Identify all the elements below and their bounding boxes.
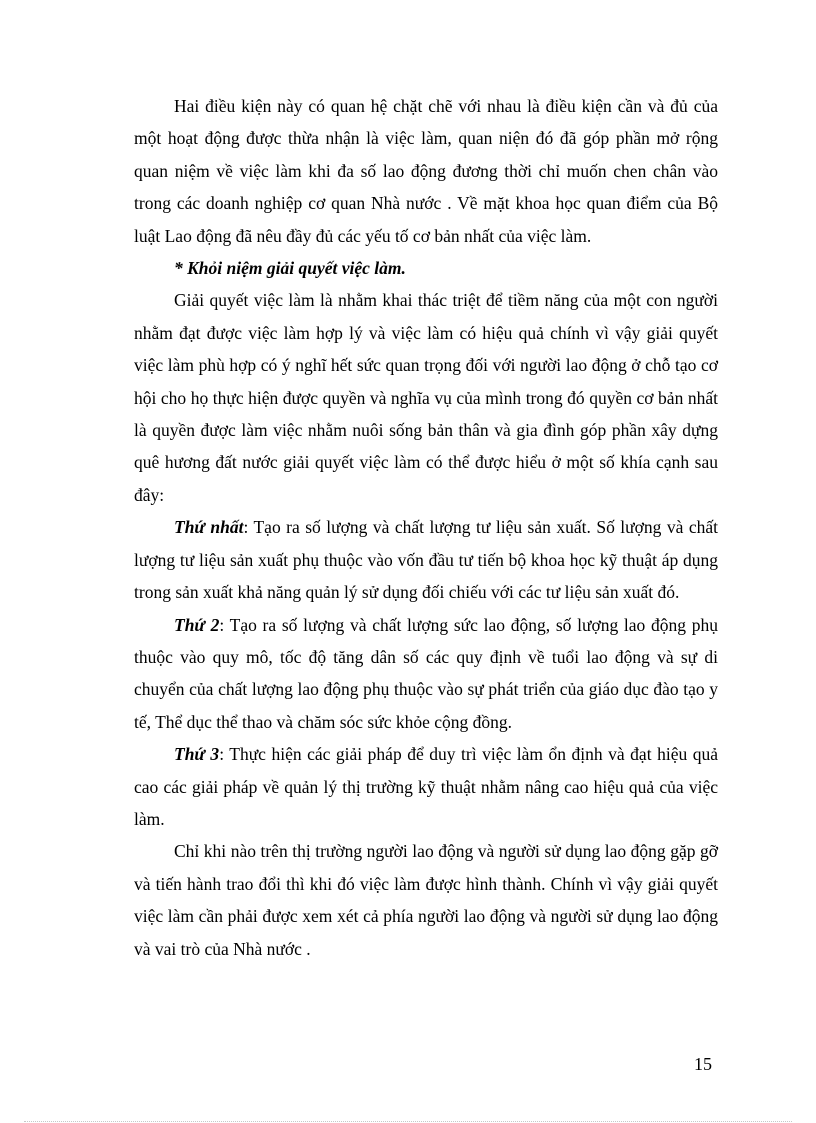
paragraph-1-text: Hai điều kiện này có quan hệ chặt chẽ với nhau là điều kiện cần và đủ của một hoạt động được thừa nhận là việc làm, quan niện đó đã góp phần mở rộng quan niệm về việc làm khi đa số lao động đương thời chỉ muốn chen chân vào trong các doanh nghiệp cơ quan Nhà nước . Về mặt khoa học quan điểm của Bộ luật Lao động đã nêu đầy đủ các yếu tố cơ bản nhất của việc làm. bbox=[134, 96, 718, 246]
paragraph-5-text: : Thực hiện các giải pháp để duy trì việc làm ổn định và đạt hiệu quả cao các giải pháp về quản lý thị trường kỹ thuật nhằm nâng cao hiệu quả của việc làm. bbox=[134, 744, 718, 829]
paragraph-5 bbox=[134, 738, 718, 835]
page-bottom-divider bbox=[24, 1121, 792, 1122]
paragraph-2 bbox=[134, 284, 718, 511]
document-page bbox=[134, 90, 718, 965]
section-heading bbox=[134, 252, 718, 284]
paragraph-6 bbox=[134, 835, 718, 965]
paragraph-4 bbox=[134, 609, 718, 739]
section-heading-text: * Khỏi niệm giải quyết việc làm. bbox=[174, 258, 406, 279]
paragraph-3 bbox=[134, 511, 718, 608]
paragraph-3-text: : Tạo ra số lượng và chất lượng tư liệu sản xuất. Số lượng và chất lượng tư liệu sản xuất phụ thuộc vào vốn đầu tư tiến bộ khoa học kỹ thuật áp dụng trong sản xuất khả năng quản lý sử dụng đối chiếu với các tư liệu sản xuất đó. bbox=[134, 517, 719, 603]
paragraph-6-text: Chỉ khi nào trên thị trường người lao động và người sử dụng lao động gặp gỡ và tiến hành trao đổi thì khi đó việc làm được hình thành. Chính vì vậy giải quyết việc làm cần phải được xem xét cả phía người lao động và người sử dụng lao động và vai trò của Nhà nước . bbox=[134, 841, 718, 959]
page-number: 15 bbox=[694, 1054, 712, 1074]
paragraph-3-lead: Thứ nhất bbox=[174, 517, 244, 538]
paragraph-4-text: : Tạo ra số lượng và chất lượng sức lao động, số lượng lao động phụ thuộc vào quy mô, tốc độ tăng dân số các quy định về tuổi lao động và sự di chuyển của chất lượng lao động phụ thuộc vào sự phát triển của giáo dục đào tạo y tế, Thể dục thể thao và chăm sóc sức khỏe cộng đồng. bbox=[134, 614, 718, 732]
paragraph-1 bbox=[134, 90, 718, 252]
paragraph-4-lead: Thứ 2 bbox=[174, 614, 220, 635]
paragraph-2-text: Giải quyết việc làm là nhằm khai thác triệt để tiềm năng của một con người nhằm đạt được việc làm hợp lý và việc làm có hiệu quả chính vì vậy giải quyết việc làm phù hợp có ý nghĩ hết sức quan trọng đối với người lao động ở chỗ tạo cơ hội cho họ thực hiện được quyền và nghĩa vụ của mình trong đó quyền cơ bản nhất là quyền được làm việc nhằm nuôi sống bản thân và gia đình góp phần xây dựng quê hương đất nước giải quyết việc làm có thể được hiểu ở một số khía cạnh sau đây: bbox=[134, 290, 718, 505]
paragraph-5-lead: Thứ 3 bbox=[174, 744, 220, 765]
